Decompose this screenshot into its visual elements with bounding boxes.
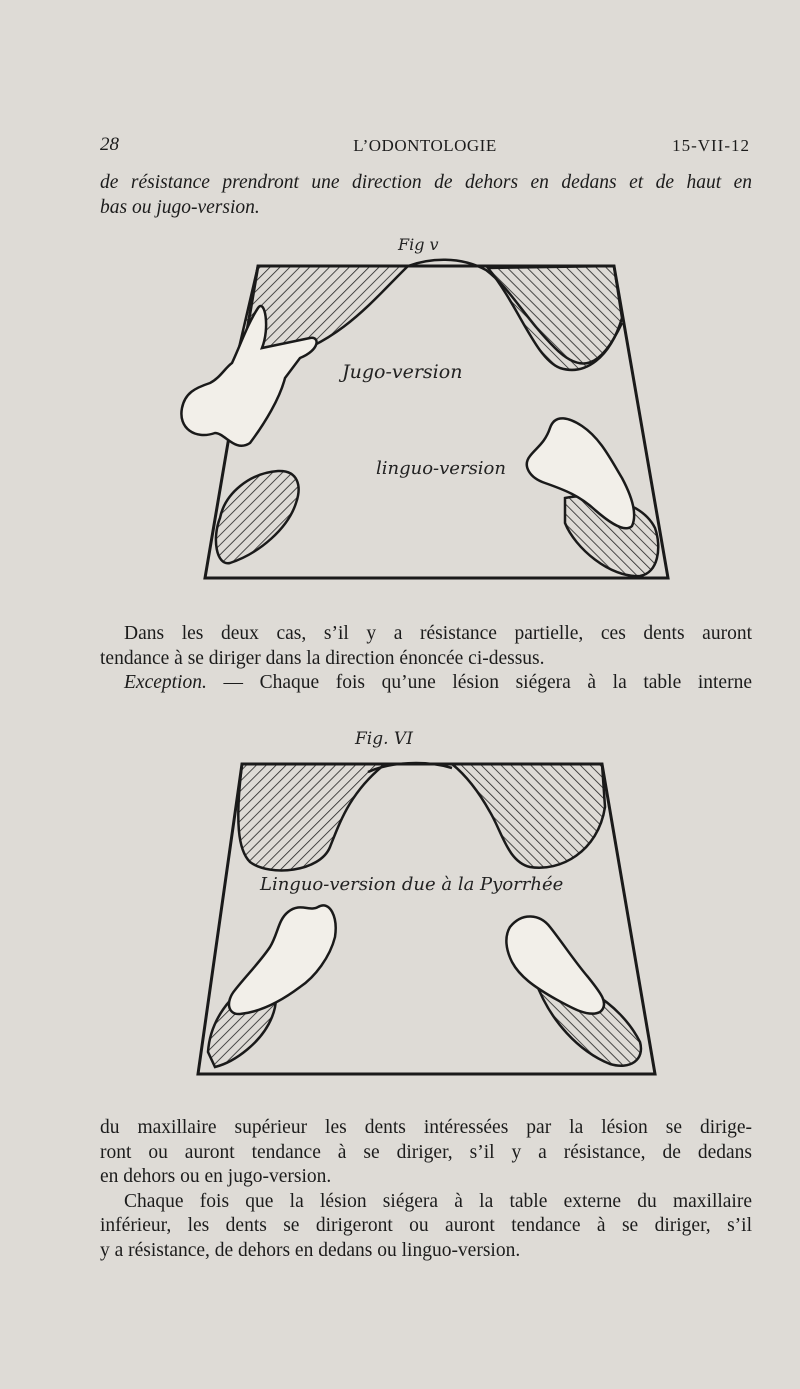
label-jugo-version: Jugo-version [342, 361, 463, 383]
text-line: bas ou jugo-version. [100, 196, 260, 218]
text-line: tendance à se diriger dans la direction énoncée ci-dessus. [100, 647, 545, 669]
hatched-lesion [488, 266, 622, 370]
figure-caption: Fig v [398, 235, 439, 254]
text-line: de résistance prendront une direction de dehors en dedans et de haut en [100, 172, 752, 193]
hatched-lesion [238, 764, 385, 870]
exception-label: Exception. [124, 672, 207, 693]
text-line: Chaque fois que la lésion siégera à la table externe du maxillaire [124, 1190, 752, 1212]
running-head [100, 134, 750, 158]
figure-6 [190, 722, 665, 1084]
text-line: du maxillaire supérieur les dents intéressées par la lésion se dirige- [100, 1117, 752, 1138]
paragraph-top [100, 171, 752, 220]
journal-title: L’ODONTOLOGIE [353, 136, 497, 155]
text-line: en dehors ou en jugo-version. [100, 1166, 332, 1187]
exception-text: — Chaque fois qu’une lésion siégera à la table interne [206, 672, 752, 693]
text-line [100, 671, 752, 696]
text-line: Dans les deux cas, s’il y a résistance partielle, ces dents auront [124, 623, 752, 644]
tooth-outline [229, 905, 336, 1014]
text-line: ront ou auront tendance à se diriger, s’il y a résistance, de dedans [100, 1141, 752, 1163]
issue-date: 15-VII-12 [672, 136, 750, 155]
figure-5 [170, 228, 680, 588]
paragraph-bottom [100, 1116, 752, 1263]
page-number: 28 [100, 134, 119, 155]
text-line: inférieur, les dents se dirigeront ou auront tendance à se diriger, s’il [100, 1215, 752, 1236]
label-linguo-version-pyorrhee: Linguo-version due à la Pyorrhée [260, 874, 564, 895]
paragraph-middle [100, 622, 752, 696]
figure-caption: Fig. VI [355, 729, 413, 749]
label-linguo-version: linguo-version [376, 458, 506, 479]
text-line: y a résistance, de dehors en dedans ou linguo-version. [100, 1239, 521, 1261]
tooth-outline [506, 916, 604, 1013]
hatched-lesion [216, 471, 299, 563]
hatched-lesion [452, 764, 605, 868]
